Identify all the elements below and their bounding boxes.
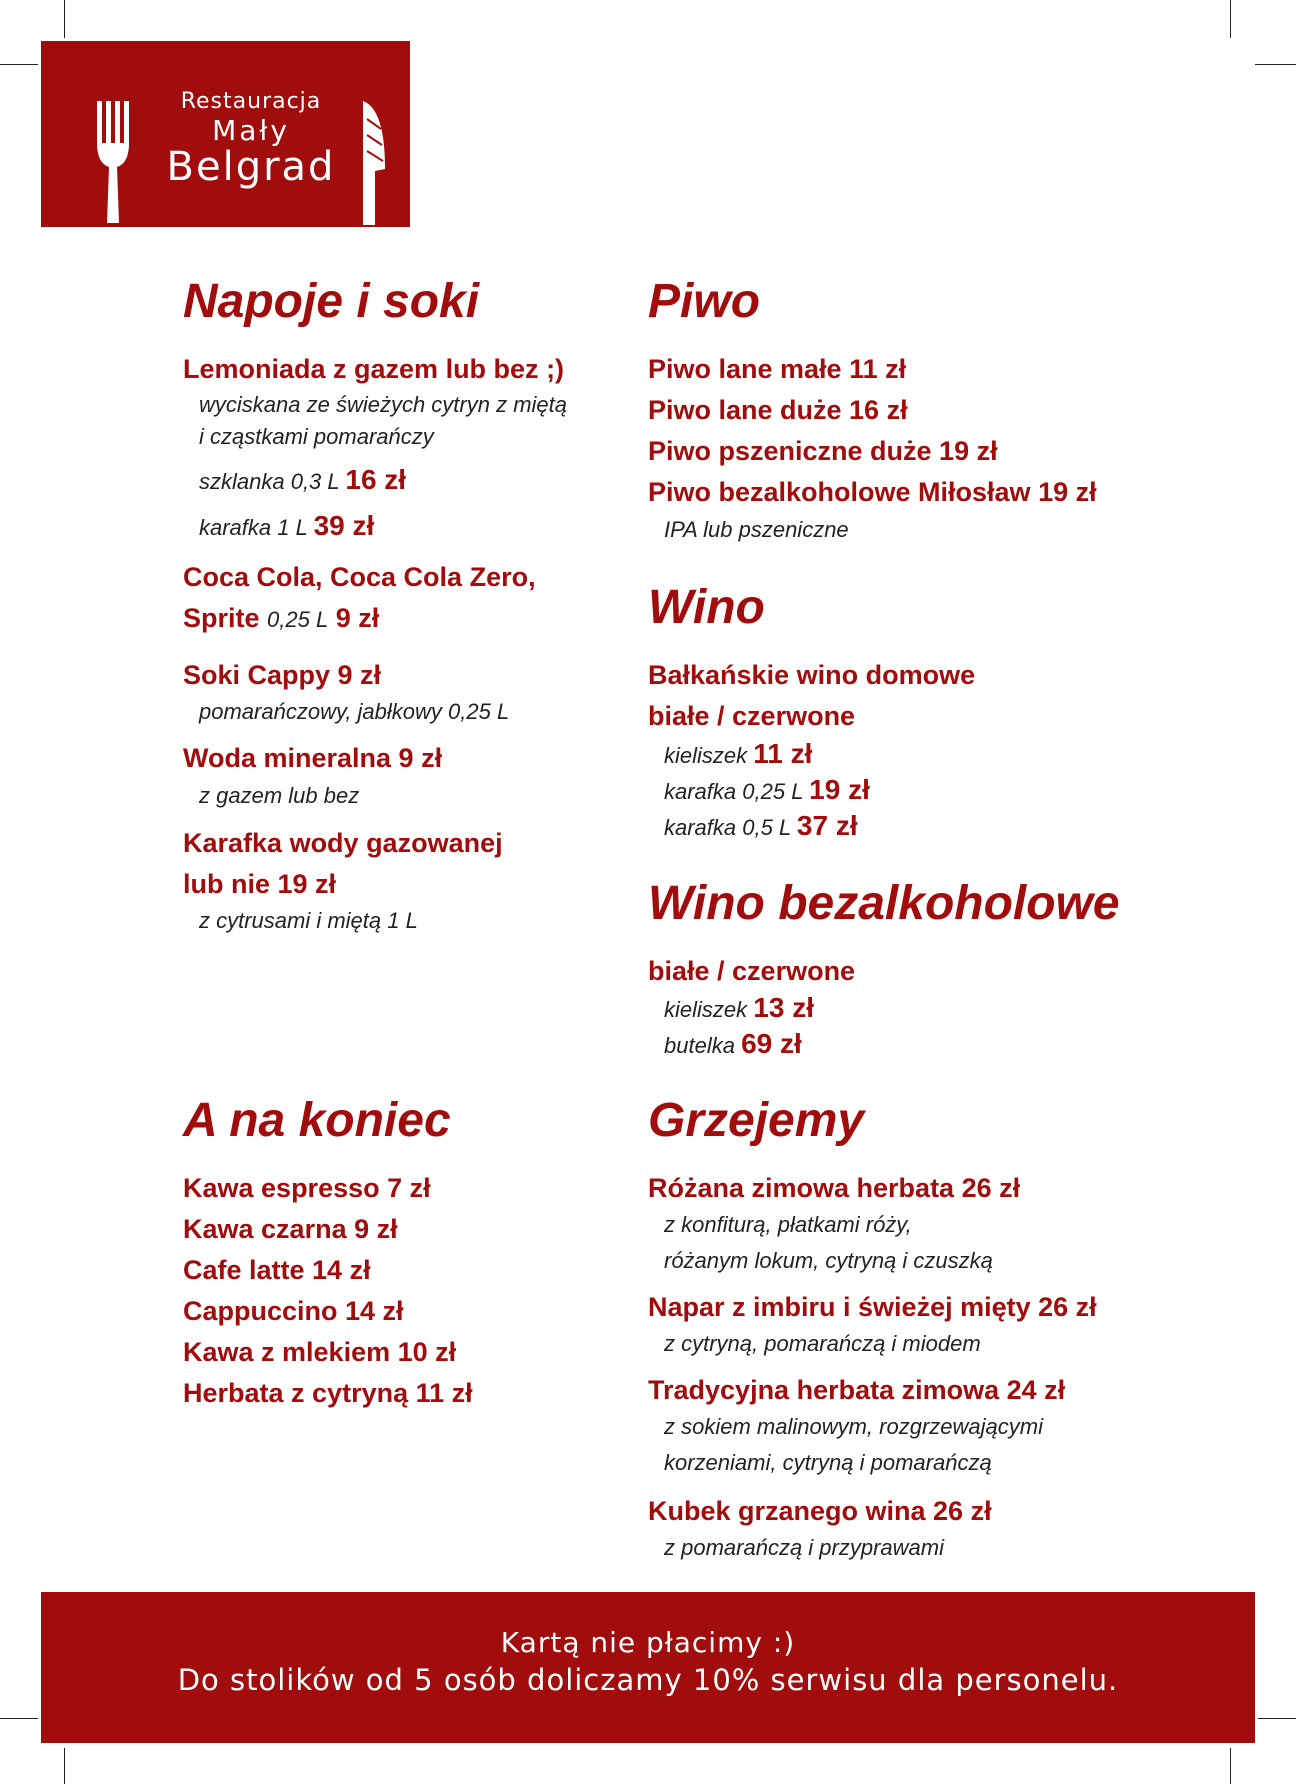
desc-tradycyjna-2: korzeniami, cytryną i pomarańczą [664,1450,992,1475]
item-koniec: Kawa z mlekiem 10 zł [183,1337,457,1367]
item-koniec: Herbata z cytryną 11 zł [183,1378,473,1408]
item-napar: Napar z imbiru i świeżej mięty 26 zł [648,1292,1097,1322]
option-kieliszek [664,994,814,1022]
item-wino-domowe: Bałkańskie wino domowe [648,660,976,690]
desc-napar: z cytryną, pomarańczą i miodem [664,1331,981,1356]
desc-lemoniada-1: wyciskana ze świeżych cytryn z miętą [199,392,567,417]
item-piwo: Piwo pszeniczne duże 19 zł [648,436,998,466]
option-karafka [199,512,374,540]
section-title-wino: Wino [648,581,765,634]
crop-mark [1230,0,1231,38]
item-piwo: Piwo lane duże 16 zł [648,395,908,425]
desc-woda: z gazem lub bez [199,783,360,808]
brand-line-3: Belgrad [166,144,336,190]
item-wino-kolor: białe / czerwone [648,701,856,731]
desc-tradycyjna-1: z sokiem malinowym, rozgrzewającymi [664,1414,1043,1439]
item-sprite [183,605,379,632]
item-koniec: Cappuccino 14 zł [183,1296,404,1326]
crop-mark [0,64,38,65]
option-label: karafka 1 L [199,515,308,540]
option-karafka-05 [664,812,858,840]
option-label: karafka 0,5 L [664,815,791,840]
footer-line-1: Kartą nie płacimy :) [500,1626,796,1659]
item-name: Sprite [183,603,260,633]
crop-mark [64,0,65,38]
option-label: szklanka 0,3 L [199,469,340,494]
desc-karafka-wody: z cytrusami i miętą 1 L [199,908,418,933]
crop-mark [64,1748,65,1784]
knife-icon [357,99,387,227]
item-koniec: Kawa espresso 7 zł [183,1173,431,1203]
desc-rozana-2: różanym lokum, cytryną i czuszką [664,1248,993,1273]
item-woda: Woda mineralna 9 zł [183,743,443,773]
section-title-piwo: Piwo [648,275,761,328]
item-coca-cola: Coca Cola, Coca Cola Zero, [183,562,536,592]
desc-kubek: z pomarańczą i przyprawami [664,1535,944,1560]
brand-line-2: Mały [212,114,290,147]
brand-line-1: Restauracja [180,89,322,114]
option-price: 11 zł [753,738,813,769]
option-szklanka [199,466,406,494]
option-price: 37 zł [796,810,858,841]
item-soki: Soki Cappy 9 zł [183,660,382,690]
desc-lemoniada-2: i cząstkami pomarańczy [199,424,434,449]
crop-mark [0,1718,38,1719]
item-size: 0,25 L [267,607,329,632]
crop-mark [1255,64,1296,65]
item-rozana: Różana zimowa herbata 26 zł [648,1173,1021,1203]
option-price: 69 zł [741,1028,802,1059]
restaurant-logo [41,41,410,227]
desc-soki: pomarańczowy, jabłkowy 0,25 L [199,699,510,724]
item-piwo: Piwo bezalkoholowe Miłosław 19 zł [648,477,1097,507]
desc-rozana-1: z konfiturą, płatkami róży, [664,1212,912,1237]
section-title-wino-bez: Wino bezalkoholowe [648,877,1120,930]
fork-icon [96,101,130,225]
footer-banner [41,1592,1255,1743]
desc-piwo-bezalk: IPA lub pszeniczne [664,517,849,542]
option-label: karafka 0,25 L [664,779,804,804]
item-karafka-wody-2: lub nie 19 zł [183,869,337,899]
crop-mark [1258,1718,1296,1719]
item-koniec: Cafe latte 14 zł [183,1255,371,1285]
option-karafka-025 [664,776,870,804]
option-price: 39 zł [313,510,375,541]
footer-line-2: Do stolików od 5 osób doliczamy 10% serwisu dla personelu. [177,1663,1119,1697]
option-price: 19 zł [809,774,870,805]
item-karafka-wody-1: Karafka wody gazowanej [183,828,503,858]
option-price: 16 zł [345,464,407,495]
item-price: 9 zł [335,603,380,633]
item-tradycyjna: Tradycyjna herbata zimowa 24 zł [648,1375,1066,1405]
option-label: kieliszek [664,743,748,768]
option-butelka [664,1030,802,1058]
item-wino-bez-kolor: białe / czerwone [648,956,856,986]
item-lemoniada: Lemoniada z gazem lub bez ;) [183,354,565,384]
option-label: butelka [664,1033,735,1058]
section-title-napoje: Napoje i soki [183,275,480,328]
item-kubek: Kubek grzanego wina 26 zł [648,1496,992,1526]
option-label: kieliszek [664,997,748,1022]
item-piwo: Piwo lane małe 11 zł [648,354,907,384]
item-koniec: Kawa czarna 9 zł [183,1214,398,1244]
crop-mark [1230,1748,1231,1784]
option-kieliszek [664,740,812,768]
section-title-grzejemy: Grzejemy [648,1094,865,1147]
section-title-koniec: A na koniec [183,1094,451,1147]
option-price: 13 zł [753,992,814,1023]
